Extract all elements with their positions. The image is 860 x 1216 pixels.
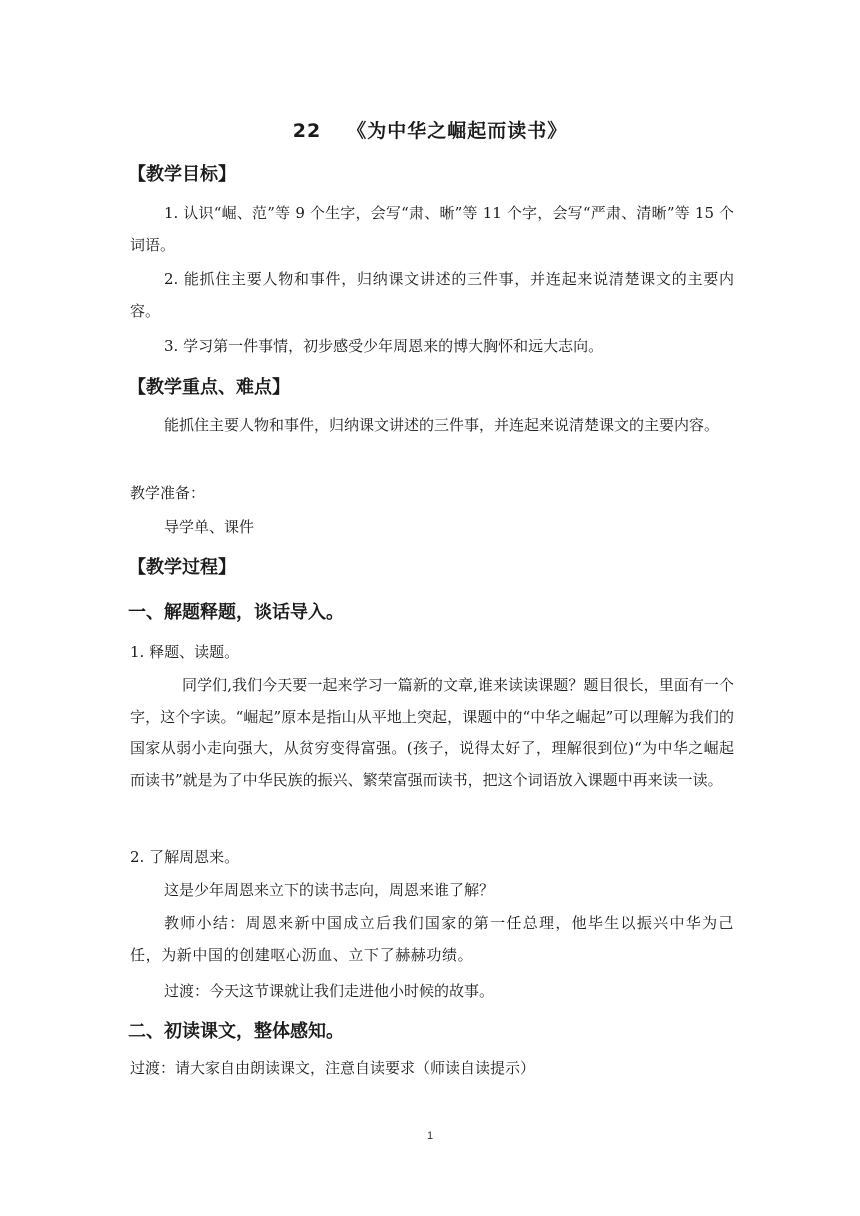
step-one-text: 同学们,我们今天要一起来学习一篇新的文章,谁来读读课题？题目很长，里面有一个字，这个字读。“崛起”原本是指山从平地上突起，课题中的“中华之崛起”可以理解为我们的国家从弱小走向强大，从贫穷变得富强。(孩子，说得太好了，理解很到位)“为中华之崛起而读书”就是为了中华民族的振兴、繁荣富强而读书，把这个词语放入课题中再来读一读。 (130, 676, 734, 789)
goal-item: 3. 学习第一件事情，初步感受少年周恩来的博大胸怀和远大志向。 (164, 337, 604, 355)
step-one-label: 1. 释题、读题。 (130, 643, 240, 661)
part-two-transition: 过渡：请大家自由朗读课文，注意自读要求（师读自读提示） (130, 1059, 536, 1077)
transition-text: 过渡：今天这节课就让我们走进他小时候的故事。 (164, 982, 495, 1000)
prep-text: 导学单、课件 (164, 518, 255, 536)
teacher-summary: 教师小结：周恩来新中国成立后我们国家的第一任总理，他毕生以振兴中华为己任，为新中国的创建呕心沥血、立下了赫赫功绩。 (130, 914, 734, 964)
goal-item: 2. 能抓住主要人物和事件，归纳课文讲述的三件事，并连起来说清楚课文的主要内容。 (130, 270, 734, 320)
heading-teaching-goals: 【教学目标】 (128, 164, 236, 185)
heading-part-one: 一、解题释题，谈话导入。 (128, 602, 344, 623)
goal-item: 1. 认识“崛、范”等 9 个生字，会写“肃、晰”等 11 个字，会写“严肃、清晰”等 15 个词语。 (130, 204, 734, 254)
page-number: 1 (426, 1130, 434, 1142)
step-two-label: 2. 了解周恩来。 (130, 848, 240, 866)
step-two-question: 这是少年周恩来立下的读书志向，周恩来谁了解？ (164, 881, 495, 899)
heading-teaching-process: 【教学过程】 (128, 557, 236, 578)
prep-label: 教学准备： (130, 484, 206, 502)
lesson-title-text: 《为中华之崛起而读书》 (347, 120, 568, 142)
lesson-title (130, 116, 730, 143)
key-points-text: 能抓住主要人物和事件，归纳课文讲述的三件事，并连起来说清楚课文的主要内容。 (164, 416, 720, 434)
lesson-number: 22 (292, 120, 322, 142)
heading-part-two: 二、初读课文，整体感知。 (128, 1021, 344, 1042)
heading-key-points: 【教学重点、难点】 (128, 377, 290, 398)
